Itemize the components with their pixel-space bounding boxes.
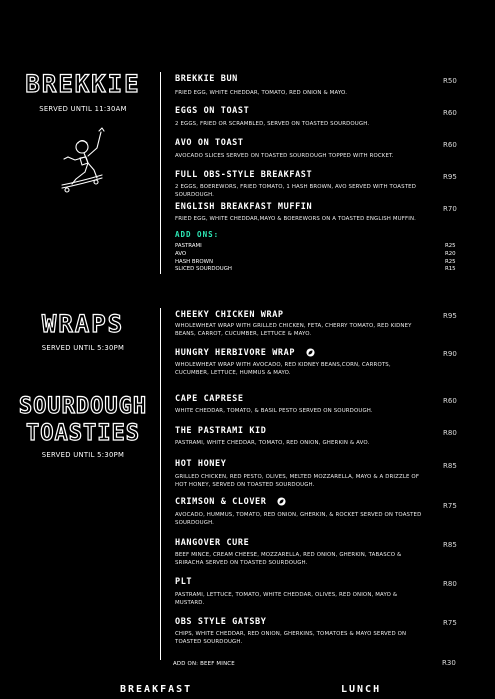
menu-item-name: BREKKIE BUN <box>175 74 238 84</box>
menu-item-desc: WHOLEWHEAT WRAP WITH AVOCADO, RED KIDNEY BEANS,CORN, CARROTS, CUCUMBER, LETTUCE, HUMMUS & MAYO. <box>175 362 391 377</box>
addon-price: R20 <box>445 250 456 257</box>
addons-list <box>175 243 232 274</box>
addon-price: R25 <box>445 258 456 265</box>
menu-item-price: R80 <box>443 580 457 588</box>
menu-item-price: R70 <box>443 205 457 213</box>
menu-item-price: R95 <box>443 173 457 181</box>
menu-item-price: R85 <box>443 541 457 549</box>
lunch-addon-label: ADD ON: BEEF MINCE <box>173 661 235 667</box>
menu-item-desc: PASTRAMI, WHITE CHEDDAR, TOMATO, RED ONION, GHERKIN & AVO. <box>175 440 370 446</box>
toasties-title-line2: TOASTIES <box>26 421 140 446</box>
menu-item-desc: FRIED EGG, WHITE CHEDDAR, TOMATO, RED ONION & MAYO. <box>175 90 348 96</box>
menu-item-price: R60 <box>443 141 457 149</box>
menu-item-name: AVO ON TOAST <box>175 138 244 148</box>
menu-item-desc: 2 EGGS, BOEREWORS, FRIED TOMATO, 1 HASH BROWN, AVO SERVED WITH TOASTED SOURDOUGH. <box>175 184 417 199</box>
wraps-title: WRAPS <box>41 310 125 338</box>
menu-item-price: R90 <box>443 350 457 358</box>
menu-item-price: R95 <box>443 312 457 320</box>
menu-item-name: OBS STYLE GATSBY <box>175 617 267 627</box>
addon-name: PASTRAMI <box>175 243 202 249</box>
skateboarder-illustration <box>52 122 114 194</box>
menu-item-name-wrap <box>175 348 315 358</box>
toasties-served: SERVED UNTIL 5:30PM <box>41 451 125 459</box>
leaf-icon <box>306 348 315 357</box>
menu-item-desc: WHOLEWHEAT WRAP WITH GRILLED CHICKEN, FETA, CHERRY TOMATO, RED KIDNEY BEANS, CARROT, CUCUMBER, LETTUCE & MAYO. <box>175 323 412 338</box>
menu-item-desc: AVOCADO SLICES SERVED ON TOASTED SOURDOUGH TOPPED WITH ROCKET. <box>175 153 394 159</box>
menu-item-desc: 2 EGGS, FRIED OR SCRAMBLED, SERVED ON TOASTED SOURDOUGH. <box>175 121 370 127</box>
addons-prices <box>445 243 456 274</box>
menu-item-price: R75 <box>443 619 457 627</box>
menu-item-name: PLT <box>175 577 193 587</box>
addon-name: HASH BROWN <box>175 258 213 265</box>
brekkie-served: SERVED UNTIL 11:30AM <box>39 105 127 113</box>
menu-item-price: R60 <box>443 109 457 117</box>
addon-price: R25 <box>445 243 456 249</box>
menu-item-name: EGGS ON TOAST <box>175 106 250 116</box>
brekkie-title: BREKKIE <box>25 70 141 98</box>
breakfast-divider <box>160 72 161 274</box>
addon-name: AVO <box>175 250 187 257</box>
menu-item-name: FULL OBS-STYLE BREAKFAST <box>175 170 313 180</box>
menu-item-desc: WHITE CHEDDAR, TOMATO, & BASIL PESTO SERVED ON SOURDOUGH. <box>175 408 373 414</box>
menu-item-name: HOT HONEY <box>175 459 227 469</box>
addons-title: ADD ONS: <box>175 230 220 239</box>
menu-item-desc: GRILLED CHICKEN, RED PESTO, OLIVES, MELTED MOZZARELLA, MAYO & A DRIZZLE OF HOT HONEY, SERVED ON TOASTED SOURDOUGH. <box>175 474 420 489</box>
menu-item-price: R85 <box>443 462 457 470</box>
leaf-icon <box>277 497 286 506</box>
menu-item-price: R50 <box>443 77 457 85</box>
menu-item-name: ENGLISH BREAKFAST MUFFIN <box>175 202 313 212</box>
menu-item-desc: PASTRAMI, LETTUCE, TOMATO, WHITE CHEDDAR, OLIVES, RED ONION, MAYO & MUSTARD. <box>175 592 398 607</box>
footer-lunch-label: LUNCH <box>341 684 382 695</box>
menu-item-name: HANGOVER CURE <box>175 538 250 548</box>
menu-item-name: CHEEKY CHICKEN WRAP <box>175 310 284 320</box>
addon-price: R15 <box>445 266 456 273</box>
menu-item-name: CRIMSON & CLOVER <box>175 497 267 507</box>
menu-item-name: CAPE CAPRESE <box>175 394 244 404</box>
menu-item-desc: FRIED EGG, WHITE CHEDDAR,MAYO & BOEREWORS ON A TOASTED ENGLISH MUFFIN. <box>175 216 417 222</box>
addon-name: SLICED SOURDOUGH <box>175 266 232 273</box>
menu-item-desc: BEEF MINCE, CREAM CHEESE, MOZZARELLA, RED ONION, GHERKIN, TABASCO & SRIRACHA SERVED ON TOASTED SOURDOUGH. <box>175 552 402 567</box>
footer-breakfast-label: BREAKFAST <box>120 684 193 695</box>
menu-item-desc: AVOCADO, HUMMUS, TOMATO, RED ONION, GHERKIN, & ROCKET SERVED ON TOASTED SOURDOUGH. <box>175 512 422 527</box>
menu-item-price: R80 <box>443 429 457 437</box>
menu-item-name-wrap <box>175 497 286 507</box>
menu-item-name: HUNGRY HERBIVORE WRAP <box>175 348 296 358</box>
menu-item-price: R60 <box>443 397 457 405</box>
lunch-divider <box>160 308 161 660</box>
menu-item-desc: CHIPS, WHITE CHEDDAR, RED ONION, GHERKINS, TOMATOES & MAYO SERVED ON TOASTED SOURDOUGH. <box>175 631 407 646</box>
menu-item-price: R75 <box>443 502 457 510</box>
toasties-title-line1: SOURDOUGH <box>18 394 148 419</box>
lunch-addon-price: R30 <box>442 659 456 667</box>
menu-item-name: THE PASTRAMI KID <box>175 426 267 436</box>
wraps-served: SERVED UNTIL 5:30PM <box>41 344 125 352</box>
